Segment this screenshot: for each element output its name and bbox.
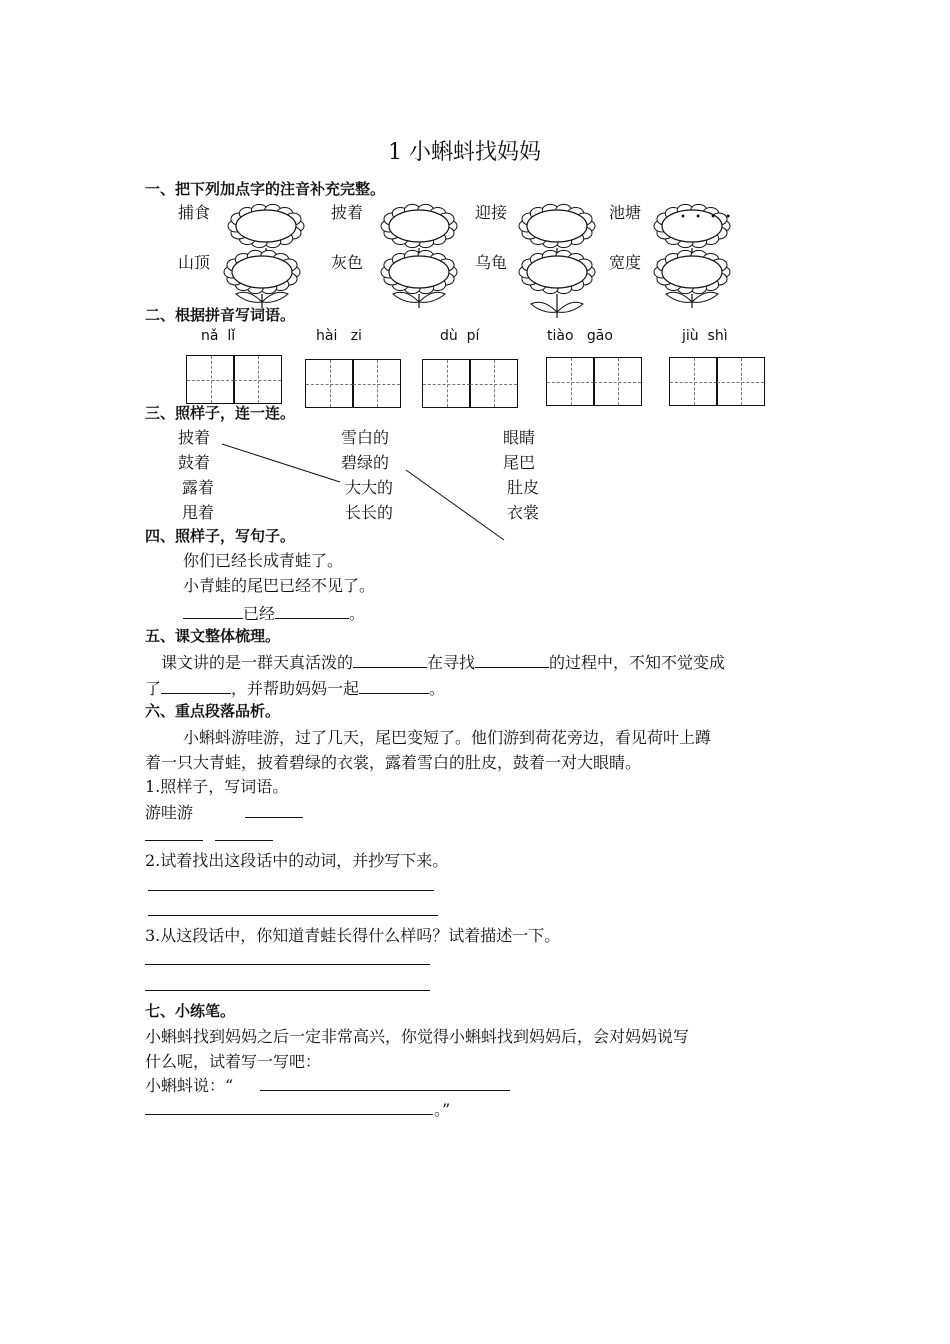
section-3-heading: 三、照样子，连一连。: [145, 404, 296, 422]
answer-blank[interactable]: [475, 653, 549, 668]
word: 池塘: [609, 203, 642, 222]
sentence-end: 。: [349, 604, 366, 623]
word: 披着: [331, 203, 364, 222]
adjective[interactable]: 大大的: [345, 478, 394, 497]
word: 灰色: [331, 253, 364, 272]
section-5-heading: 五、课文整体梳理。: [145, 627, 281, 645]
noun[interactable]: 眼睛: [503, 428, 536, 447]
pinyin: dù pí: [440, 328, 480, 344]
text: 了: [145, 679, 162, 698]
section-7-heading: 七、小练笔。: [145, 1002, 236, 1020]
verb[interactable]: 甩着: [182, 503, 215, 522]
dots-decoration: • • • •: [680, 212, 735, 223]
section-6-heading: 六、重点段落品析。: [145, 702, 281, 720]
answer-line[interactable]: [145, 1114, 433, 1115]
prompt: 小蝌蚪找到妈妈之后一定非常高兴，你觉得小蝌蚪找到妈妈后，会对妈妈说写: [145, 1027, 690, 1046]
text: 课文讲的是一群天真活泼的: [161, 653, 354, 672]
text: 。: [429, 679, 446, 698]
noun[interactable]: 衣裳: [507, 503, 540, 522]
pinyin: jiù shì: [682, 328, 728, 344]
answer-line[interactable]: [145, 964, 430, 965]
page-title: 1 小蝌蚪找妈妈: [388, 140, 541, 165]
answer-blank[interactable]: [353, 653, 427, 668]
answer-blank[interactable]: [359, 679, 429, 694]
word: 宽度: [609, 253, 642, 272]
adjective[interactable]: 雪白的: [341, 428, 390, 447]
noun[interactable]: 肚皮: [507, 478, 540, 497]
pinyin: nǎ lǐ: [201, 328, 236, 344]
answer-blank[interactable]: [275, 604, 349, 619]
word: 捕食: [178, 203, 211, 222]
example-sentence: 你们已经长成青蛙了。: [183, 551, 344, 570]
connector-lines: [0, 0, 950, 560]
section-1-heading: 一、把下列加点字的注音补充完整。: [145, 180, 386, 198]
answer-line[interactable]: [145, 990, 430, 991]
answer-line[interactable]: [148, 915, 438, 916]
prompt: 小蝌蚪说：“: [145, 1076, 234, 1095]
answer-line[interactable]: [145, 840, 203, 841]
question: 1.照样子，写词语。: [145, 777, 289, 796]
prompt-end: 。”: [434, 1100, 451, 1119]
example-sentence: 小青蛙的尾巴已经不见了。: [183, 576, 376, 595]
text: ，并帮助妈妈一起: [231, 679, 360, 698]
verb[interactable]: 露着: [182, 478, 215, 497]
adjective[interactable]: 长长的: [345, 503, 394, 522]
question: 3.从这段话中，你知道青蛙长得什么样吗？试着描述一下。: [145, 926, 561, 945]
sentence-fragment: 已经: [243, 604, 276, 623]
example-word: 游哇游: [145, 803, 194, 822]
answer-line[interactable]: [148, 890, 434, 891]
answer-line[interactable]: [245, 817, 303, 818]
word: 山顶: [178, 253, 211, 272]
answer-blank[interactable]: [183, 604, 243, 619]
word: 迎接: [475, 203, 508, 222]
word: 乌龟: [475, 253, 508, 272]
section-4-heading: 四、照样子，写句子。: [145, 527, 296, 545]
answer-blank[interactable]: [161, 679, 231, 694]
section-2-heading: 二、根据拼音写词语。: [145, 306, 296, 324]
answer-line[interactable]: [260, 1090, 510, 1091]
text: 在寻找: [427, 653, 476, 672]
verb[interactable]: 披着: [178, 428, 211, 447]
adjective[interactable]: 碧绿的: [341, 453, 390, 472]
verb[interactable]: 鼓着: [178, 453, 211, 472]
answer-line[interactable]: [215, 840, 273, 841]
text: 的过程中，不知不觉变成: [549, 653, 726, 672]
prompt: 什么呢，试着写一写吧：: [145, 1052, 322, 1071]
pinyin: hài zi: [316, 328, 362, 344]
question: 2.试着找出这段话中的动词，并抄写下来。: [145, 851, 449, 870]
noun[interactable]: 尾巴: [503, 453, 536, 472]
passage: 着一只大青蛙，披着碧绿的衣裳，露着雪白的肚皮，鼓着一对大眼睛。: [145, 753, 642, 772]
pinyin: tiào gāo: [547, 328, 613, 344]
passage: 小蝌蚪游哇游，过了几天，尾巴变短了。他们游到荷花旁边，看见荷叶上蹲: [183, 728, 712, 747]
